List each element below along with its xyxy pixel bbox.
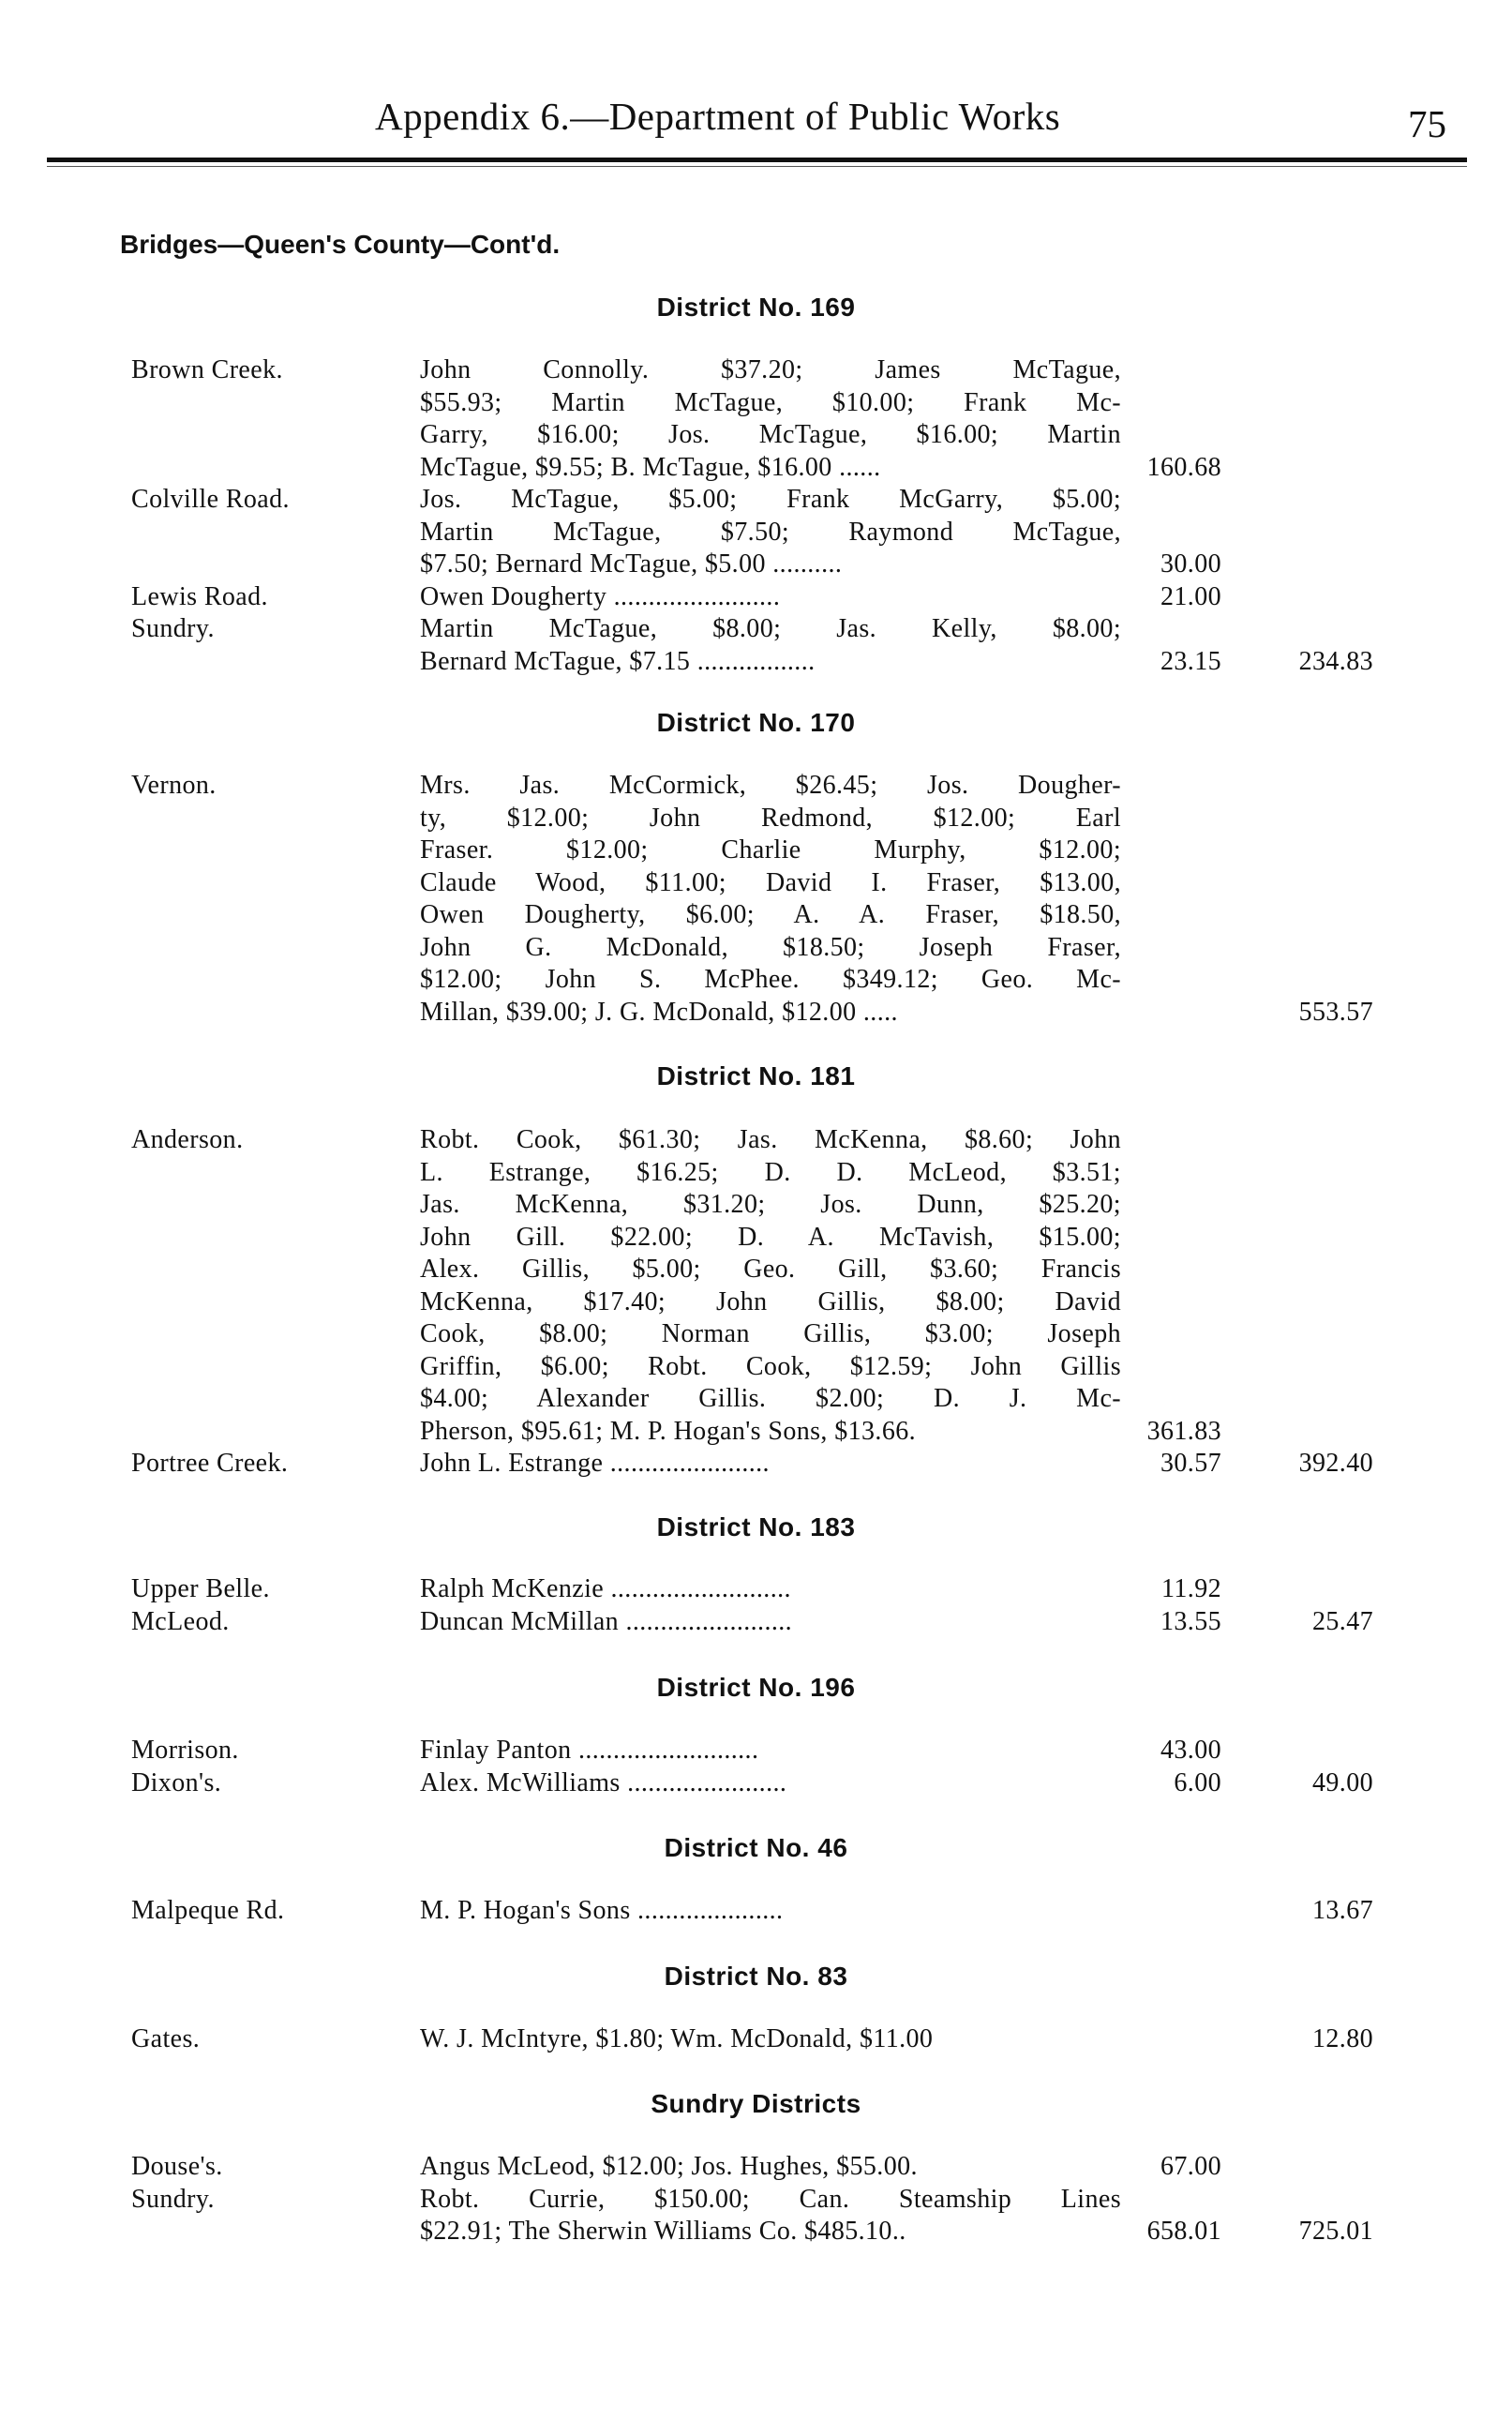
payment-details: Duncan McMillan ........................	[420, 1606, 793, 1636]
bridge-location: Morrison.	[131, 1736, 239, 1765]
entry-line	[0, 1124, 1512, 1156]
subtotal-amount: 361.83	[1146, 1416, 1221, 1446]
subtotal-amount: 67.00	[1160, 2152, 1221, 2181]
district-total-amount: 553.57	[1298, 997, 1373, 1027]
district-total-amount: 49.00	[1312, 1767, 1373, 1797]
district-heading: District No. 169	[656, 293, 856, 322]
payment-details: Millan, $39.00; J. G. McDonald, $12.00 .....	[420, 997, 898, 1027]
entry-line	[0, 867, 1512, 899]
district-heading: District No. 183	[656, 1512, 856, 1541]
bridge-location: Vernon.	[131, 771, 217, 800]
payment-details: Owen Dougherty ........................	[420, 581, 781, 611]
payment-details: McTague, $9.55; B. McTague, $16.00 ......	[420, 452, 881, 482]
entry-line	[0, 2023, 1512, 2055]
bridge-location: Brown Creek.	[131, 355, 283, 384]
payment-details: Martin McTague, $8.00; Jas. Kelly, $8.00;	[420, 614, 1121, 643]
subtotal-amount: 13.55	[1160, 1606, 1221, 1636]
entry-line	[0, 484, 1512, 516]
entry-line	[0, 1189, 1512, 1221]
district-heading: District No. 170	[656, 708, 856, 737]
payment-details: McKenna, $17.40; John Gillis, $8.00; David	[420, 1286, 1121, 1316]
header-rule	[47, 158, 1467, 162]
subtotal-amount: 6.00	[1174, 1767, 1221, 1797]
entry-line	[0, 1895, 1512, 1927]
entry-line	[0, 1573, 1512, 1605]
payment-details: Pherson, $95.61; M. P. Hogan's Sons, $13.66.	[420, 1416, 917, 1446]
payment-details: Claude Wood, $11.00; David I. Fraser, $13.00,	[420, 867, 1121, 897]
payment-details: Alex. Gillis, $5.00; Geo. Gill, $3.60; Francis	[420, 1255, 1121, 1284]
page-header-title: Appendix 6.—Department of Public Works	[375, 95, 1061, 138]
subtotal-amount: 160.68	[1146, 452, 1221, 482]
entry-line	[0, 517, 1512, 549]
entry-line	[0, 613, 1512, 645]
bridge-location: McLeod.	[131, 1606, 230, 1636]
bridge-location: Douse's.	[131, 2152, 223, 2181]
entry-line	[0, 1157, 1512, 1189]
payment-details: Bernard McTague, $7.15 .................	[420, 646, 816, 676]
bridge-location: Colville Road.	[131, 485, 290, 514]
entry-line	[0, 581, 1512, 613]
payment-details: $22.91; The Sherwin Williams Co. $485.10..	[420, 2217, 906, 2246]
payment-details: Finlay Panton ..........................	[420, 1736, 759, 1765]
bridge-location: Sundry.	[131, 614, 215, 643]
entry-line	[0, 549, 1512, 580]
subtotal-amount: 23.15	[1160, 646, 1221, 676]
payment-details: Griffin, $6.00; Robt. Cook, $12.59; John Gillis	[420, 1351, 1121, 1381]
entry-line	[0, 452, 1512, 484]
payment-details: L. Estrange, $16.25; D. D. McLeod, $3.51;	[420, 1157, 1121, 1187]
district-total-amount: 12.80	[1312, 2024, 1373, 2053]
payment-details: $55.93; Martin McTague, $10.00; Frank Mc-	[420, 387, 1121, 417]
entry-line	[0, 2151, 1512, 2183]
district-total-amount: 25.47	[1312, 1606, 1373, 1636]
payment-details: Angus McLeod, $12.00; Jos. Hughes, $55.00.	[420, 2152, 918, 2181]
entry-line	[0, 1383, 1512, 1415]
bridge-location: Anderson.	[131, 1125, 244, 1154]
entry-line	[0, 899, 1512, 931]
payment-details: Garry, $16.00; Jos. McTague, $16.00; Martin	[420, 420, 1121, 449]
entry-line	[0, 1286, 1512, 1318]
payment-details: Owen Dougherty, $6.00; A. A. Fraser, $18.50,	[420, 900, 1121, 929]
payment-details: Cook, $8.00; Norman Gillis, $3.00; Joseph	[420, 1319, 1121, 1348]
subtotal-amount: 21.00	[1160, 581, 1221, 611]
section-heading: Bridges—Queen's County—Cont'd.	[120, 230, 561, 259]
payment-details: Alex. McWilliams .......................	[420, 1767, 787, 1797]
entry-line	[0, 419, 1512, 451]
district-total-amount: 725.01	[1298, 2217, 1373, 2246]
payment-details: $12.00; John S. McPhee. $349.12; Geo. Mc-	[420, 965, 1121, 994]
entry-line	[0, 354, 1512, 386]
payment-details: ty, $12.00; John Redmond, $12.00; Earl	[420, 803, 1121, 833]
payment-details: Ralph McKenzie ..........................	[420, 1574, 791, 1603]
entry-line	[0, 803, 1512, 835]
entry-line	[0, 1254, 1512, 1286]
entry-line	[0, 1351, 1512, 1383]
payment-details: Martin McTague, $7.50; Raymond McTague,	[420, 517, 1121, 547]
bridge-location: Upper Belle.	[131, 1574, 270, 1603]
header-rule-thin	[47, 166, 1467, 167]
district-heading: District No. 46	[664, 1833, 848, 1862]
bridge-location: Gates.	[131, 2024, 201, 2053]
payment-details: M. P. Hogan's Sons .....................	[420, 1896, 784, 1925]
bridge-location: Malpeque Rd.	[131, 1896, 285, 1925]
district-heading: District No. 196	[656, 1673, 856, 1702]
payment-details: $4.00; Alexander Gillis. $2.00; D. J. Mc-	[420, 1384, 1121, 1413]
entry-line	[0, 1606, 1512, 1638]
subtotal-amount: 11.92	[1161, 1574, 1221, 1603]
payment-details: Jas. McKenna, $31.20; Jos. Dunn, $25.20;	[420, 1190, 1121, 1219]
payment-details: John Connolly. $37.20; James McTague,	[420, 355, 1121, 384]
entry-line	[0, 387, 1512, 419]
district-heading: District No. 181	[656, 1061, 856, 1090]
subtotal-amount: 30.00	[1160, 549, 1221, 579]
district-total-amount: 234.83	[1298, 646, 1373, 676]
page-number: 75	[1408, 102, 1446, 145]
entry-line	[0, 2216, 1512, 2248]
entry-line	[0, 1416, 1512, 1448]
subtotal-amount: 30.57	[1160, 1449, 1221, 1478]
payment-details: John G. McDonald, $18.50; Joseph Fraser,	[420, 932, 1121, 962]
district-total-amount: 392.40	[1298, 1449, 1373, 1478]
payment-details: John Gill. $22.00; D. A. McTavish, $15.00;	[420, 1222, 1121, 1252]
payment-details: $7.50; Bernard McTague, $5.00 ..........	[420, 549, 843, 579]
entry-line	[0, 1735, 1512, 1767]
payment-details: Fraser. $12.00; Charlie Murphy, $12.00;	[420, 835, 1121, 865]
district-total-amount: 13.67	[1312, 1896, 1373, 1925]
entry-line	[0, 964, 1512, 996]
payment-details: Mrs. Jas. McCormick, $26.45; Jos. Dougher-	[420, 771, 1121, 800]
payment-details: Jos. McTague, $5.00; Frank McGarry, $5.00;	[420, 485, 1121, 514]
district-heading: Sundry Districts	[651, 2089, 861, 2118]
bridge-location: Lewis Road.	[131, 581, 268, 611]
district-heading: District No. 83	[664, 1962, 848, 1991]
subtotal-amount: 658.01	[1146, 2217, 1221, 2246]
payment-details: Robt. Currie, $150.00; Can. Steamship Lines	[420, 2184, 1121, 2214]
entry-line	[0, 997, 1512, 1029]
entry-line	[0, 932, 1512, 964]
entry-line	[0, 1767, 1512, 1799]
entry-line	[0, 1448, 1512, 1480]
entry-line	[0, 1318, 1512, 1350]
entry-line	[0, 835, 1512, 866]
payment-details: W. J. McIntyre, $1.80; Wm. McDonald, $11.00	[420, 2024, 934, 2053]
payment-details: Robt. Cook, $61.30; Jas. McKenna, $8.60; John	[420, 1125, 1121, 1154]
payment-details: John L. Estrange .......................	[420, 1449, 770, 1478]
bridge-location: Portree Creek.	[131, 1449, 289, 1478]
entry-line	[0, 1222, 1512, 1254]
subtotal-amount: 43.00	[1160, 1736, 1221, 1765]
entry-line	[0, 646, 1512, 678]
entry-line	[0, 2184, 1512, 2216]
bridge-location: Sundry.	[131, 2184, 215, 2214]
bridge-location: Dixon's.	[131, 1767, 222, 1797]
entry-line	[0, 770, 1512, 802]
